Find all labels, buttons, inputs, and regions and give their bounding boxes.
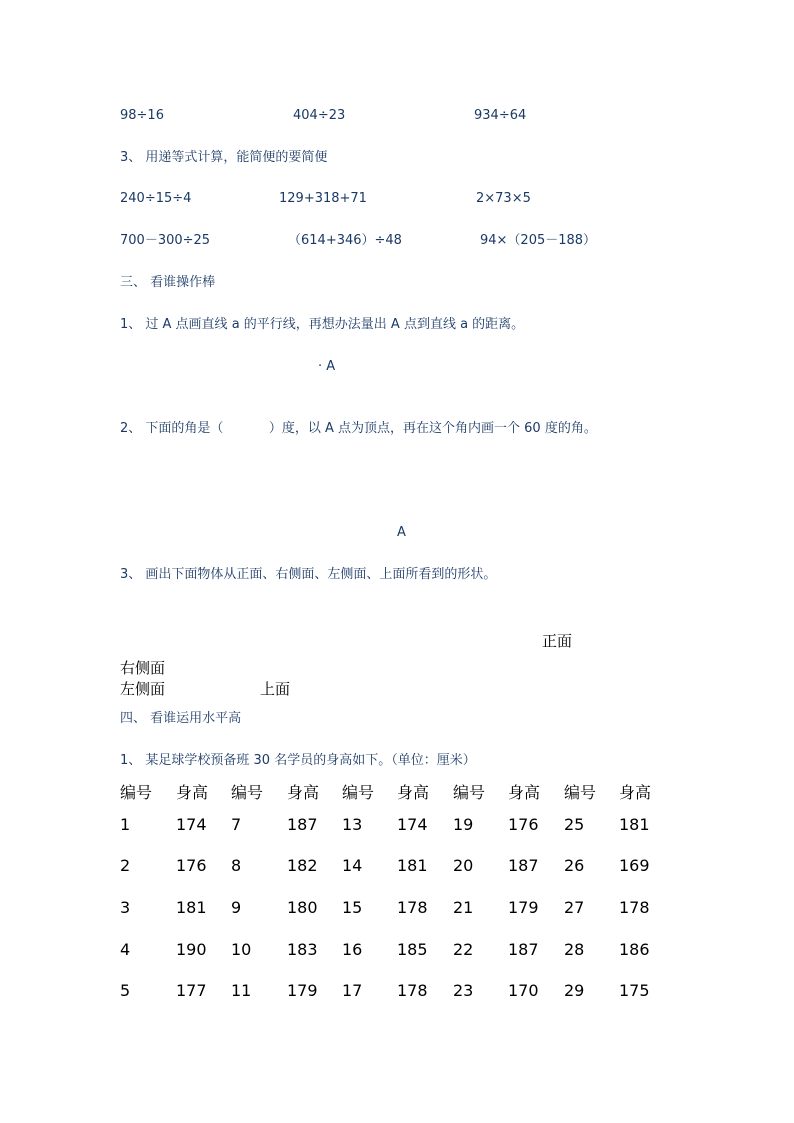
table-header-height: 身高 — [508, 783, 541, 802]
table-cell: 178 — [397, 898, 428, 917]
table-cell: 170 — [508, 981, 539, 1000]
table-cell: 169 — [619, 856, 650, 875]
table-cell: 178 — [397, 981, 428, 1000]
question-3-title: 3、 用递等式计算，能简便的要简便 — [120, 150, 328, 165]
calc-problem: 98÷16 — [120, 108, 164, 123]
view-label-front: 正面 — [542, 632, 573, 650]
table-cell: 180 — [287, 898, 318, 917]
table-cell: 11 — [231, 981, 252, 1000]
table-cell: 187 — [287, 815, 318, 834]
view-label-left: 左侧面 — [120, 680, 166, 698]
table-header-height: 身高 — [619, 783, 652, 802]
table-cell: 186 — [619, 940, 650, 959]
table-cell: 176 — [176, 856, 207, 875]
table-cell: 177 — [176, 981, 207, 1000]
table-cell: 178 — [619, 898, 650, 917]
section-3-question-1: 1、 过 A 点画直线 a 的平行线，再想办法量出 A 点到直线 a 的距离。 — [120, 317, 525, 332]
table-header-height: 身高 — [397, 783, 430, 802]
table-cell: 25 — [564, 815, 585, 834]
calc-problem: 934÷64 — [474, 108, 527, 123]
calc-problem: 700－300÷25 — [120, 233, 211, 248]
table-cell: 15 — [342, 898, 363, 917]
table-cell: 9 — [231, 898, 242, 917]
calc-problem: （614+346）÷48 — [288, 233, 402, 248]
table-header-id: 编号 — [564, 783, 597, 802]
table-cell: 1 — [120, 815, 131, 834]
view-label-right: 右侧面 — [120, 659, 166, 677]
table-cell: 23 — [453, 981, 474, 1000]
calc-problem: 240÷15÷4 — [120, 191, 192, 206]
table-cell: 29 — [564, 981, 585, 1000]
table-cell: 20 — [453, 856, 474, 875]
table-cell: 174 — [397, 815, 428, 834]
table-cell: 175 — [619, 981, 650, 1000]
table-cell: 182 — [287, 856, 318, 875]
table-header-height: 身高 — [287, 783, 320, 802]
calc-problem: 2×73×5 — [476, 191, 531, 206]
table-cell: 8 — [231, 856, 242, 875]
section-3-title: 三、 看谁操作棒 — [120, 275, 216, 290]
table-header-id: 编号 — [342, 783, 375, 802]
table-cell: 3 — [120, 898, 131, 917]
table-cell: 187 — [508, 856, 539, 875]
table-cell: 190 — [176, 940, 207, 959]
table-cell: 181 — [397, 856, 428, 875]
table-cell: 181 — [176, 898, 207, 917]
table-cell: 5 — [120, 981, 131, 1000]
table-cell: 27 — [564, 898, 585, 917]
table-cell: 28 — [564, 940, 585, 959]
table-cell: 174 — [176, 815, 207, 834]
table-cell: 14 — [342, 856, 363, 875]
table-cell: 181 — [619, 815, 650, 834]
table-cell: 4 — [120, 940, 131, 959]
section-4-title: 四、 看谁运用水平高 — [120, 711, 242, 726]
table-cell: 19 — [453, 815, 474, 834]
table-header-id: 编号 — [453, 783, 486, 802]
section-3-question-3: 3、 画出下面物体从正面、右侧面、左侧面、上面所看到的形状。 — [120, 567, 497, 582]
table-cell: 13 — [342, 815, 363, 834]
table-header-id: 编号 — [231, 783, 264, 802]
table-cell: 22 — [453, 940, 474, 959]
table-header-height: 身高 — [176, 783, 209, 802]
point-a-label: · A — [318, 359, 336, 374]
calc-problem: 404÷23 — [293, 108, 346, 123]
table-cell: 179 — [508, 898, 539, 917]
table-header-id: 编号 — [120, 783, 153, 802]
table-cell: 176 — [508, 815, 539, 834]
table-cell: 16 — [342, 940, 363, 959]
section-4-question-1: 1、 某足球学校预备班 30 名学员的身高如下。（单位：厘米） — [120, 753, 476, 768]
calc-problem: 129+318+71 — [279, 191, 367, 206]
calc-problem: 94×（205－188） — [480, 233, 597, 248]
table-cell: 183 — [287, 940, 318, 959]
table-cell: 10 — [231, 940, 252, 959]
table-cell: 17 — [342, 981, 363, 1000]
view-label-top: 上面 — [260, 680, 291, 698]
vertex-a-label: A — [397, 525, 406, 540]
table-cell: 7 — [231, 815, 242, 834]
section-3-question-2: 2、 下面的角是（ ）度，以 A 点为顶点，再在这个角内画一个 60 度的角。 — [120, 421, 597, 436]
table-cell: 187 — [508, 940, 539, 959]
table-cell: 21 — [453, 898, 474, 917]
table-cell: 185 — [397, 940, 428, 959]
table-cell: 2 — [120, 856, 131, 875]
table-cell: 179 — [287, 981, 318, 1000]
table-cell: 26 — [564, 856, 585, 875]
